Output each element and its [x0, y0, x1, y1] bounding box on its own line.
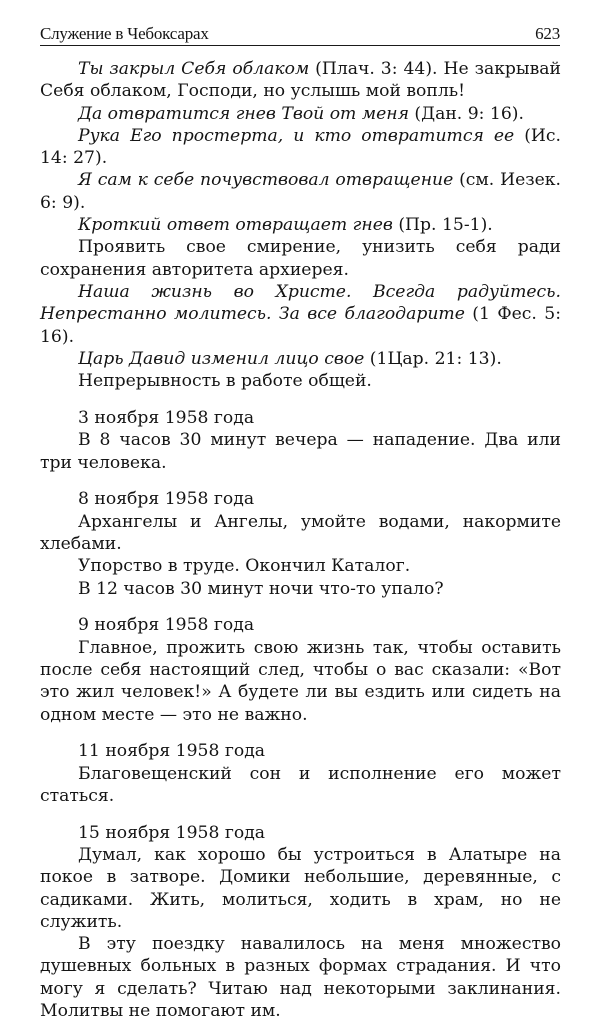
- paragraph-quote: [40, 169, 561, 214]
- entry-paragraph: Архангелы и Ангелы, умойте водами, накормите хлебами.: [40, 511, 561, 554]
- quote-text: (см. Иезек. 6: 9).: [40, 170, 561, 213]
- paragraph-quote: [40, 103, 561, 125]
- quote-italic: Ты закрыл Себя облаком: [78, 59, 310, 79]
- quote-italic: Рука Его простерта, и кто отвратится ее: [78, 125, 515, 146]
- quote-text: (Пр. 15-1).: [392, 215, 493, 236]
- entry-date: 8 ноября 1958 года: [78, 489, 255, 510]
- quote-italic: Царь Давид изменил лицо свое: [78, 348, 365, 369]
- entry-date: 9 ноября 1958 года: [78, 615, 255, 636]
- quote-text: (1Цар. 21: 13).: [364, 348, 502, 369]
- entry-paragraph: В 12 часов 30 минут ночи что-то упало?: [78, 578, 444, 599]
- quote-italic: Я сам к себе почувствовал отвращение: [78, 170, 454, 191]
- paragraph-text: Проявить свое смирение, унизить себя ради сохранения авторитета архиерея.: [40, 237, 561, 280]
- page-number: 623: [535, 24, 560, 43]
- quote-text: (Плач. 3: 44). Не закрывай Себя облаком, Господи, но услышь мой вопль!: [40, 59, 561, 102]
- entry-paragraph: Главное, прожить свою жизнь так, чтобы оставить после себя настоящий след, чтобы о вас сказали: «Вот это жил человек!» А будете ли вы ездить или сидеть на одном месте — это не важно.: [40, 637, 561, 725]
- quote-italic: Да отвратится гнев Твой от меня: [78, 103, 409, 124]
- paragraph-quote: [40, 214, 561, 236]
- entry-paragraph: В 8 часов 30 минут вечера — нападение. Два или три человека.: [40, 430, 561, 473]
- running-header: [40, 22, 560, 44]
- paragraph-quote: [40, 58, 561, 103]
- entry-paragraph: В эту поездку навалилось на меня множество душевных больных в разных формах страдания. И что могу я сделать? Читаю над некоторыми заклинания. Молитвы не помогают им.: [40, 934, 561, 1022]
- entry-paragraph: Благовещенский сон и исполнение его может статься.: [40, 763, 561, 806]
- page-body: [40, 58, 561, 1022]
- paragraph-quote: [40, 348, 561, 370]
- paragraph-quote: [40, 125, 561, 170]
- entry-paragraph: Упорство в труде. Окончил Каталог.: [78, 556, 411, 577]
- quote-italic: Наша жизнь во Христе. Всегда радуйтесь. Непрестанно молитесь. За все благодарите: [40, 281, 561, 325]
- entry-date: 3 ноября 1958 года: [78, 407, 255, 428]
- entry-paragraph: Думал, как хорошо бы устроиться в Алатыре на покое в затворе. Домики небольшие, деревянные, с садиками. Жить, молиться, ходить в храм, но не служить.: [40, 845, 561, 932]
- entry-date: 15 ноября 1958 года: [78, 822, 266, 843]
- paragraph: [40, 236, 561, 281]
- entry-date: 11 ноября 1958 года: [78, 741, 266, 762]
- quote-text: (1 Фес. 5: 16).: [40, 304, 561, 347]
- paragraph-text: Непрерывность в работе общей.: [78, 371, 372, 392]
- paragraph: [40, 370, 561, 392]
- paragraph-quote: [40, 281, 561, 348]
- header-rule: [40, 45, 560, 46]
- quote-italic: Кроткий ответ отвращает гнев: [78, 215, 393, 236]
- quote-text: (Дан. 9: 16).: [408, 103, 524, 124]
- quote-text: (Ис. 14: 27).: [40, 125, 561, 169]
- running-title: Служение в Чебоксарах: [40, 24, 209, 43]
